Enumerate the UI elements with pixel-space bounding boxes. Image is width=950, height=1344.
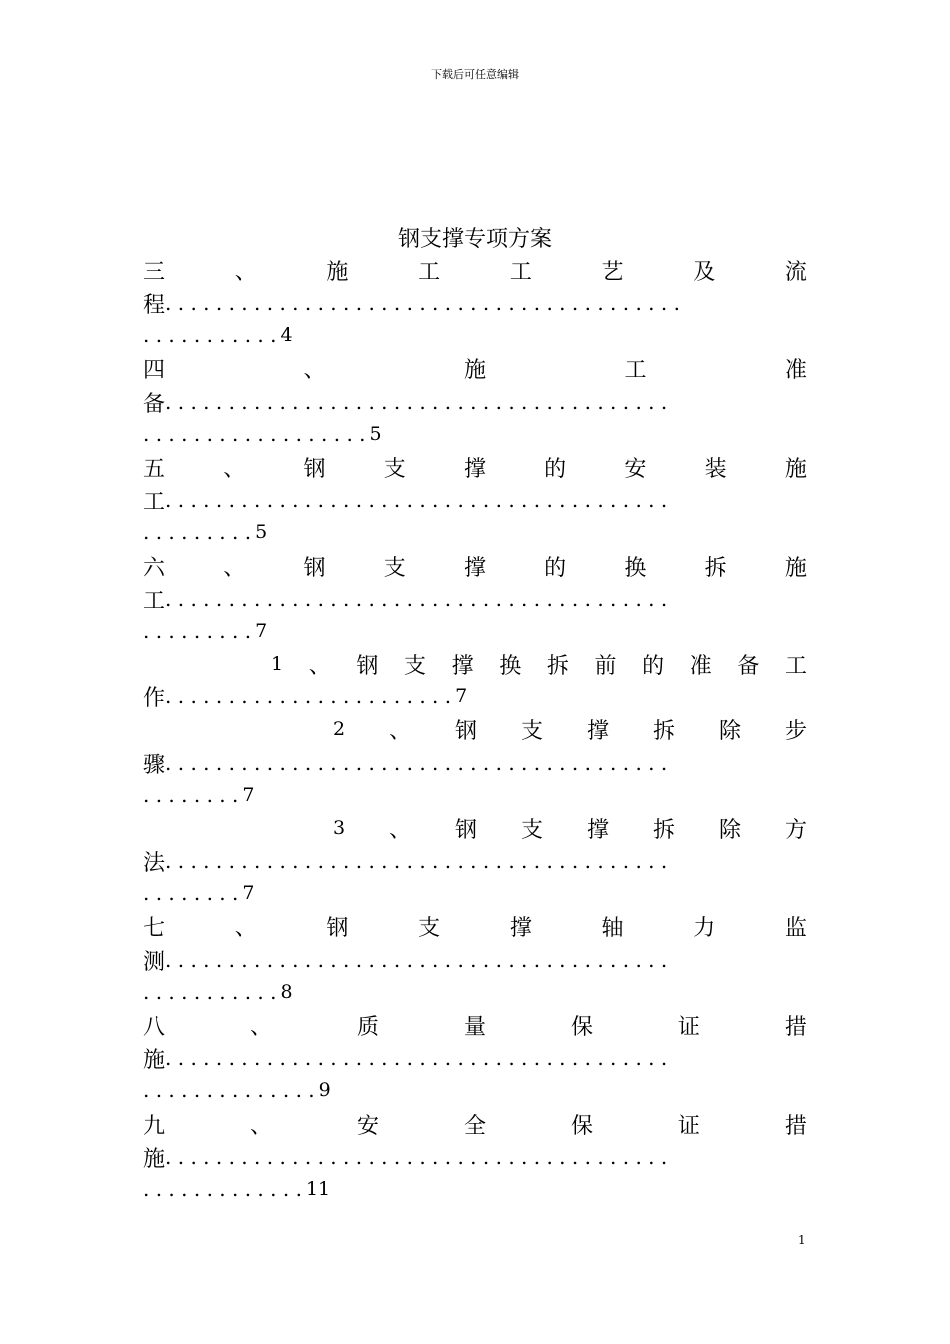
toc-heading-char: 钢 xyxy=(326,915,349,941)
toc-heading-char: 六 xyxy=(143,555,166,581)
document-title: 钢支撑专项方案 xyxy=(397,227,552,252)
toc-heading-char: 钢 xyxy=(455,718,478,744)
toc-lead-char: 测 xyxy=(143,949,166,975)
toc-heading-char: 支 xyxy=(521,817,544,843)
toc-dot-leader: . . . . . . . . . . . . . . xyxy=(143,1078,315,1102)
toc-heading-char: 准 xyxy=(784,357,807,383)
toc-heading-char: 证 xyxy=(677,1113,700,1139)
toc-page-ref: 7 xyxy=(242,784,255,806)
toc-page-ref: 5 xyxy=(255,521,268,543)
toc-dot-leader: . . . . . . . . . . . . . xyxy=(143,1177,302,1201)
toc-heading-char: 拆 xyxy=(653,817,676,843)
toc-heading-char: 的 xyxy=(544,555,567,581)
toc-dot-leader: . . . . . . . . . . . xyxy=(143,980,277,1004)
toc-dot-leader: . . . . . . . . . . . . . . . . . . . . . . . . . . . . . . . . . . . . . . . . xyxy=(165,587,668,611)
toc-heading-char: 保 xyxy=(570,1113,593,1139)
toc-page-ref: 7 xyxy=(242,882,255,904)
toc-heading-char: 拆 xyxy=(704,555,727,581)
toc-heading-char: 、 xyxy=(234,915,257,941)
toc-heading-char: 备 xyxy=(737,653,760,679)
toc-dot-leader: . . . . . . . . . . . . . . . . . . . . . . . . . . . . . . . . . . . . . . . . . xyxy=(165,291,680,315)
toc-entry-heading xyxy=(143,352,807,384)
toc-entry-leader xyxy=(143,845,807,877)
toc-heading-char: 保 xyxy=(570,1014,593,1040)
toc-heading-char: 施 xyxy=(326,259,349,285)
toc-heading-char: 换 xyxy=(624,555,647,581)
toc-heading-char: 九 xyxy=(143,1113,166,1139)
toc-dot-leader: . . . . . . . . . . . . . . . . . . . . . . . . . . . . . . . . . . . . . . . . xyxy=(165,1145,668,1169)
toc-entry-leader xyxy=(143,484,807,516)
toc-heading-char: 2 xyxy=(333,718,346,740)
toc-entry-leader xyxy=(143,287,807,319)
toc-heading-char: 支 xyxy=(418,915,441,941)
toc-entry-leader xyxy=(143,583,807,615)
toc-heading-char: 三 xyxy=(143,259,166,285)
toc-heading-char: 钢 xyxy=(356,653,379,679)
toc-heading-char: 工 xyxy=(418,259,441,285)
toc-heading-char: 工 xyxy=(624,357,647,383)
toc-heading-char: 工 xyxy=(784,653,807,679)
toc-entry-leader xyxy=(143,680,807,712)
toc-heading-char: 撑 xyxy=(587,817,610,843)
toc-entry-heading xyxy=(143,1009,807,1041)
toc-heading-char: 施 xyxy=(784,555,807,581)
toc-heading-char: 力 xyxy=(693,915,716,941)
toc-heading-char: 质 xyxy=(356,1014,379,1040)
toc-heading-char: 工 xyxy=(509,259,532,285)
toc-heading-char: 、 xyxy=(389,817,412,843)
toc-lead-char: 骤 xyxy=(143,752,166,778)
toc-entry-heading xyxy=(333,812,807,844)
toc-entry-leader xyxy=(143,386,807,418)
toc-heading-char: 量 xyxy=(463,1014,486,1040)
toc-heading-char: 准 xyxy=(689,653,712,679)
toc-dot-leader: . . . . . . . . . . . . . . . . . . . . . . . . . . . . . . . . . . . . . . . . xyxy=(165,390,668,414)
toc-heading-char: 装 xyxy=(704,456,727,482)
toc-dot-leader: . . . . . . . . xyxy=(143,783,239,807)
toc-heading-char: 及 xyxy=(693,259,716,285)
toc-heading-char: 步 xyxy=(784,718,807,744)
toc-entry-tail xyxy=(143,319,293,351)
toc-entry-heading xyxy=(333,713,807,745)
toc-entry-tail xyxy=(143,877,254,909)
toc-page-ref: 8 xyxy=(280,981,293,1003)
toc-page-ref: 7 xyxy=(455,685,468,707)
toc-page-ref: 11 xyxy=(305,1178,331,1200)
toc-heading-char: 措 xyxy=(784,1113,807,1139)
toc-heading-char: 支 xyxy=(383,555,406,581)
toc-heading-char: 五 xyxy=(143,456,166,482)
toc-heading-char: 全 xyxy=(463,1113,486,1139)
toc-heading-char: 监 xyxy=(784,915,807,941)
toc-lead-char: 作 xyxy=(143,685,166,711)
toc-entry-tail xyxy=(143,1074,331,1106)
toc-heading-char: 流 xyxy=(784,259,807,285)
toc-heading-char: 的 xyxy=(642,653,665,679)
toc-lead-char: 工 xyxy=(143,588,166,614)
toc-heading-char: 施 xyxy=(463,357,486,383)
toc-page-ref: 5 xyxy=(369,423,382,445)
toc-heading-char: 、 xyxy=(223,456,246,482)
toc-dot-leader: . . . . . . . . . xyxy=(143,520,252,544)
toc-lead-char: 施 xyxy=(143,1047,166,1073)
toc-entry-heading xyxy=(143,254,807,286)
toc-heading-char: 撑 xyxy=(451,653,474,679)
toc-lead-char: 施 xyxy=(143,1146,166,1172)
toc-heading-char: 轴 xyxy=(601,915,624,941)
toc-heading-char: 支 xyxy=(403,653,426,679)
toc-heading-char: 七 xyxy=(143,915,166,941)
toc-entry-heading xyxy=(271,648,807,680)
toc-heading-char: 方 xyxy=(784,817,807,843)
toc-heading-char: 、 xyxy=(234,259,257,285)
toc-entry-heading xyxy=(143,1108,807,1140)
toc-heading-char: 3 xyxy=(333,817,346,839)
page-number: 1 xyxy=(798,1233,806,1247)
toc-heading-char: 支 xyxy=(521,718,544,744)
toc-heading-char: 撑 xyxy=(587,718,610,744)
toc-dot-leader: . . . . . . . . . xyxy=(143,619,252,643)
toc-heading-char: 除 xyxy=(718,718,741,744)
toc-entry-leader xyxy=(143,944,807,976)
toc-heading-char: 撑 xyxy=(509,915,532,941)
toc-heading-char: 施 xyxy=(784,456,807,482)
toc-dot-leader: . . . . . . . . . . . . . . . . . . . . . . . . . . . . . . . . . . . . . . . . xyxy=(165,948,668,972)
toc-entry-leader xyxy=(143,1042,807,1074)
toc-entry-tail xyxy=(143,516,267,548)
toc-heading-char: 、 xyxy=(308,653,331,679)
toc-heading-char: 艺 xyxy=(601,259,624,285)
toc-dot-leader: . . . . . . . . xyxy=(143,881,239,905)
toc-dot-leader: . . . . . . . . . . . . . . . . . . . . . . . . . . . . . . . . . . . . . . . . xyxy=(165,751,668,775)
toc-dot-leader: . . . . . . . . . . . . . . . . . . xyxy=(143,422,366,446)
toc-heading-char: 安 xyxy=(356,1113,379,1139)
toc-entry-tail xyxy=(143,976,293,1008)
toc-heading-char: 安 xyxy=(624,456,647,482)
toc-heading-char: 措 xyxy=(784,1014,807,1040)
toc-entry-heading xyxy=(143,910,807,942)
toc-entry-leader xyxy=(143,747,807,779)
toc-heading-char: 、 xyxy=(249,1113,272,1139)
toc-lead-char: 法 xyxy=(143,850,166,876)
toc-heading-char: 八 xyxy=(143,1014,166,1040)
toc-dot-leader: . . . . . . . . . . . xyxy=(143,323,277,347)
toc-dot-leader: . . . . . . . . . . . . . . . . . . . . . . . . . . . . . . . . . . . . . . . . xyxy=(165,488,668,512)
toc-lead-char: 程 xyxy=(143,292,166,318)
toc-lead-char: 备 xyxy=(143,391,166,417)
toc-heading-char: 、 xyxy=(389,718,412,744)
toc-heading-char: 1 xyxy=(271,653,284,675)
toc-heading-char: 撑 xyxy=(463,456,486,482)
toc-page-ref: 9 xyxy=(318,1079,331,1101)
toc-entry-heading xyxy=(143,550,807,582)
toc-entry-tail xyxy=(143,779,254,811)
toc-heading-char: 拆 xyxy=(653,718,676,744)
toc-heading-char: 、 xyxy=(303,357,326,383)
toc-heading-char: 、 xyxy=(223,555,246,581)
page-header: 下载后可任意编辑 xyxy=(431,68,519,81)
toc-dot-leader: . . . . . . . . . . . . . . . . . . . . . . . xyxy=(165,684,452,708)
toc-heading-char: 、 xyxy=(249,1014,272,1040)
toc-heading-char: 拆 xyxy=(546,653,569,679)
toc-dot-leader: . . . . . . . . . . . . . . . . . . . . . . . . . . . . . . . . . . . . . . . . xyxy=(165,849,668,873)
toc-heading-char: 的 xyxy=(544,456,567,482)
toc-entry-tail xyxy=(143,1173,330,1205)
toc-dot-leader: . . . . . . . . . . . . . . . . . . . . . . . . . . . . . . . . . . . . . . . . xyxy=(165,1046,668,1070)
toc-heading-char: 除 xyxy=(718,817,741,843)
toc-entry-tail xyxy=(143,615,267,647)
toc-heading-char: 换 xyxy=(499,653,522,679)
toc-heading-char: 撑 xyxy=(463,555,486,581)
toc-entry-heading xyxy=(143,451,807,483)
toc-heading-char: 支 xyxy=(383,456,406,482)
toc-heading-char: 前 xyxy=(594,653,617,679)
toc-page-ref: 4 xyxy=(280,324,293,346)
toc-heading-char: 证 xyxy=(677,1014,700,1040)
toc-entry-tail xyxy=(143,418,382,450)
toc-heading-char: 钢 xyxy=(303,555,326,581)
toc-page-ref: 7 xyxy=(255,620,268,642)
toc-heading-char: 钢 xyxy=(455,817,478,843)
toc-lead-char: 工 xyxy=(143,489,166,515)
toc-entry-leader xyxy=(143,1141,807,1173)
toc-heading-char: 四 xyxy=(143,357,166,383)
toc-heading-char: 钢 xyxy=(303,456,326,482)
